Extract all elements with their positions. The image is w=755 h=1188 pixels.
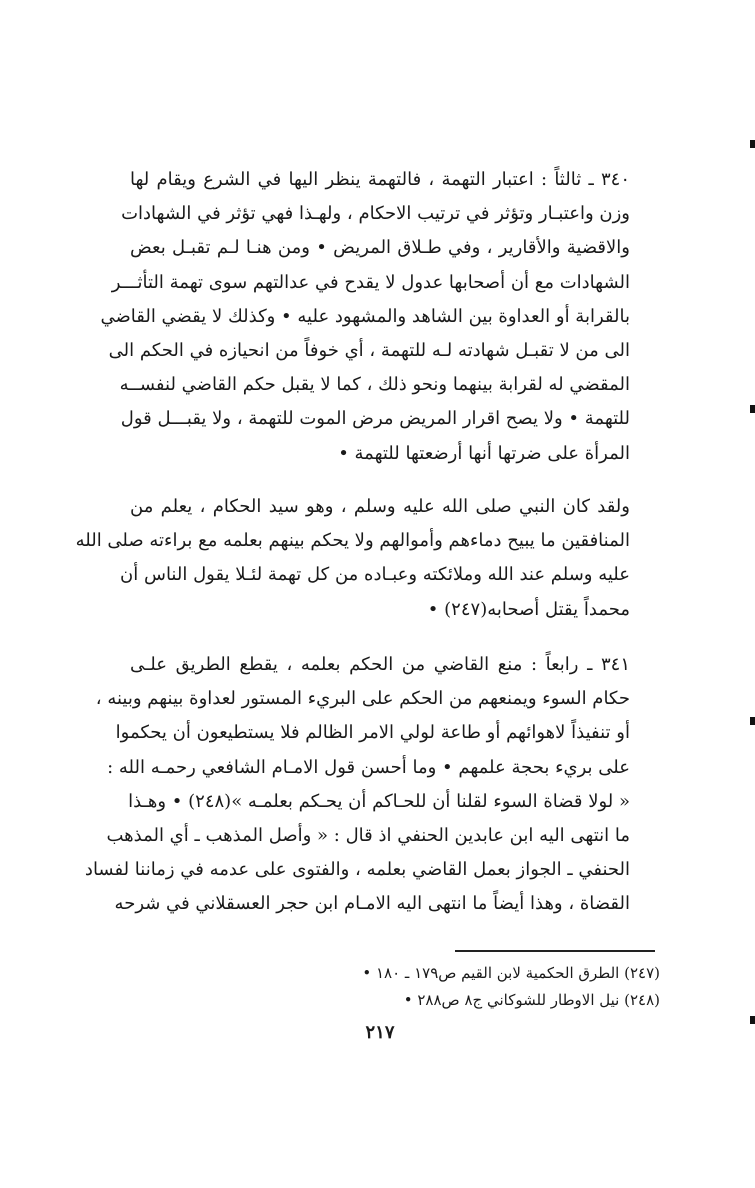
text-line: ولقد كان النبي صلى الله عليه وسلم ، وهو سيد الحكام ، يعلم من bbox=[130, 496, 630, 517]
scan-edge-mark bbox=[750, 717, 755, 725]
text-line: الحنفي ـ الجواز بعمل القاضي بعلمه ، والفتوى على عدمه في زماننا لفساد bbox=[84, 859, 630, 881]
paragraph-prophet bbox=[75, 490, 630, 627]
text-line: والاقضية والأقارير ، وفي طـلاق المريض • ومن هنـا لـم تقبـل بعض bbox=[130, 237, 630, 259]
text-line: ما انتهى اليه ابن عابدين الحنفي اذ قال : « وأصل المذهب ـ أي المذهب bbox=[106, 825, 630, 847]
footnote-divider bbox=[455, 950, 655, 952]
text-line: الى من لا تقبـل شهادته لـه للتهمة ، أي خوفاً من انحيازه في الحكم الى bbox=[108, 340, 630, 362]
scan-edge-mark bbox=[750, 1016, 755, 1024]
text-line: بالقرابة أو العداوة بين الشاهد والمشهود عليه • وكذلك لا يقضي القاضي bbox=[100, 305, 630, 327]
footnote-248: (٢٤٨) نيل الاوطار للشوكاني ج٨ ص٢٨٨ • bbox=[403, 991, 660, 1009]
text-line: القضاة ، وهذا أيضاً ما انتهى اليه الامـام ابن حجر العسقلاني في شرحه bbox=[114, 893, 630, 915]
text-line: للتهمة • ولا يصح اقرار المريض مرض الموت للتهمة ، ولا يقبـــل قول bbox=[120, 408, 630, 430]
page-number: ٢١٧ bbox=[365, 1022, 395, 1043]
footnote-247: (٢٤٧) الطرق الحكمية لابن القيم ص١٧٩ ـ ١٨٠ • bbox=[362, 964, 660, 982]
text-line: المرأة على ضرتها أنها أرضعتها للتهمة • bbox=[338, 442, 630, 464]
paragraph-340 bbox=[100, 163, 630, 471]
text-line: وزن واعتبـار وتؤثر في ترتيب الاحكام ، ولهـذا فهي تؤثر في الشهادات bbox=[121, 203, 630, 225]
text-line: المنافقين ما يبيح دماءهم وأموالهم ولا يحكم بينهم بعلمه مع براءته صلى الله bbox=[75, 530, 630, 552]
scan-edge-mark bbox=[750, 140, 755, 148]
footnotes bbox=[200, 960, 660, 1014]
text-line: حكام السوء ويمنعهم من الحكم على البريء المستور لعداوة بينهم وبينه ، bbox=[95, 688, 630, 710]
text-line: ٣٤١ ـ رابعاً : منع القاضي من الحكم بعلمه ، يقطع الطريق علـى bbox=[130, 654, 630, 675]
scan-edge-mark bbox=[750, 405, 755, 413]
text-line: عليه وسلم عند الله وملائكته وعبـاده من كل تهمة لئـلا يقول الناس أن bbox=[120, 564, 630, 586]
text-line: ٣٤٠ ـ ثالثاً : اعتبار التهمة ، فالتهمة ينظر اليها في الشرع ويقام لها bbox=[130, 169, 630, 190]
text-line: أو تنفيذاً لاهوائهم أو طاعة لولي الامر الظالم فلا يستطيعون أن يحكموا bbox=[115, 722, 630, 744]
text-line: المقضي له لقرابة بينهما ونحو ذلك ، كما لا يقبل حكم القاضي لنفســه bbox=[119, 374, 630, 396]
text-line: على بريء بحجة علمهم • وما أحسن قول الامـام الشافعي رحمـه الله : bbox=[107, 756, 630, 778]
text-line: الشهادات مع أن أصحابها عدول لا يقدح في عدالتهم سوى تهمة التأثـــر bbox=[111, 271, 630, 293]
text-line: « لولا قضاة السوء لقلنا أن للحـاكم أن يحـكم بعلمـه »(٢٤٨) • وهـذا bbox=[128, 790, 630, 812]
paragraph-341 bbox=[84, 648, 630, 922]
text-line: محمداً يقتل أصحابه(٢٤٧) • bbox=[427, 598, 630, 620]
